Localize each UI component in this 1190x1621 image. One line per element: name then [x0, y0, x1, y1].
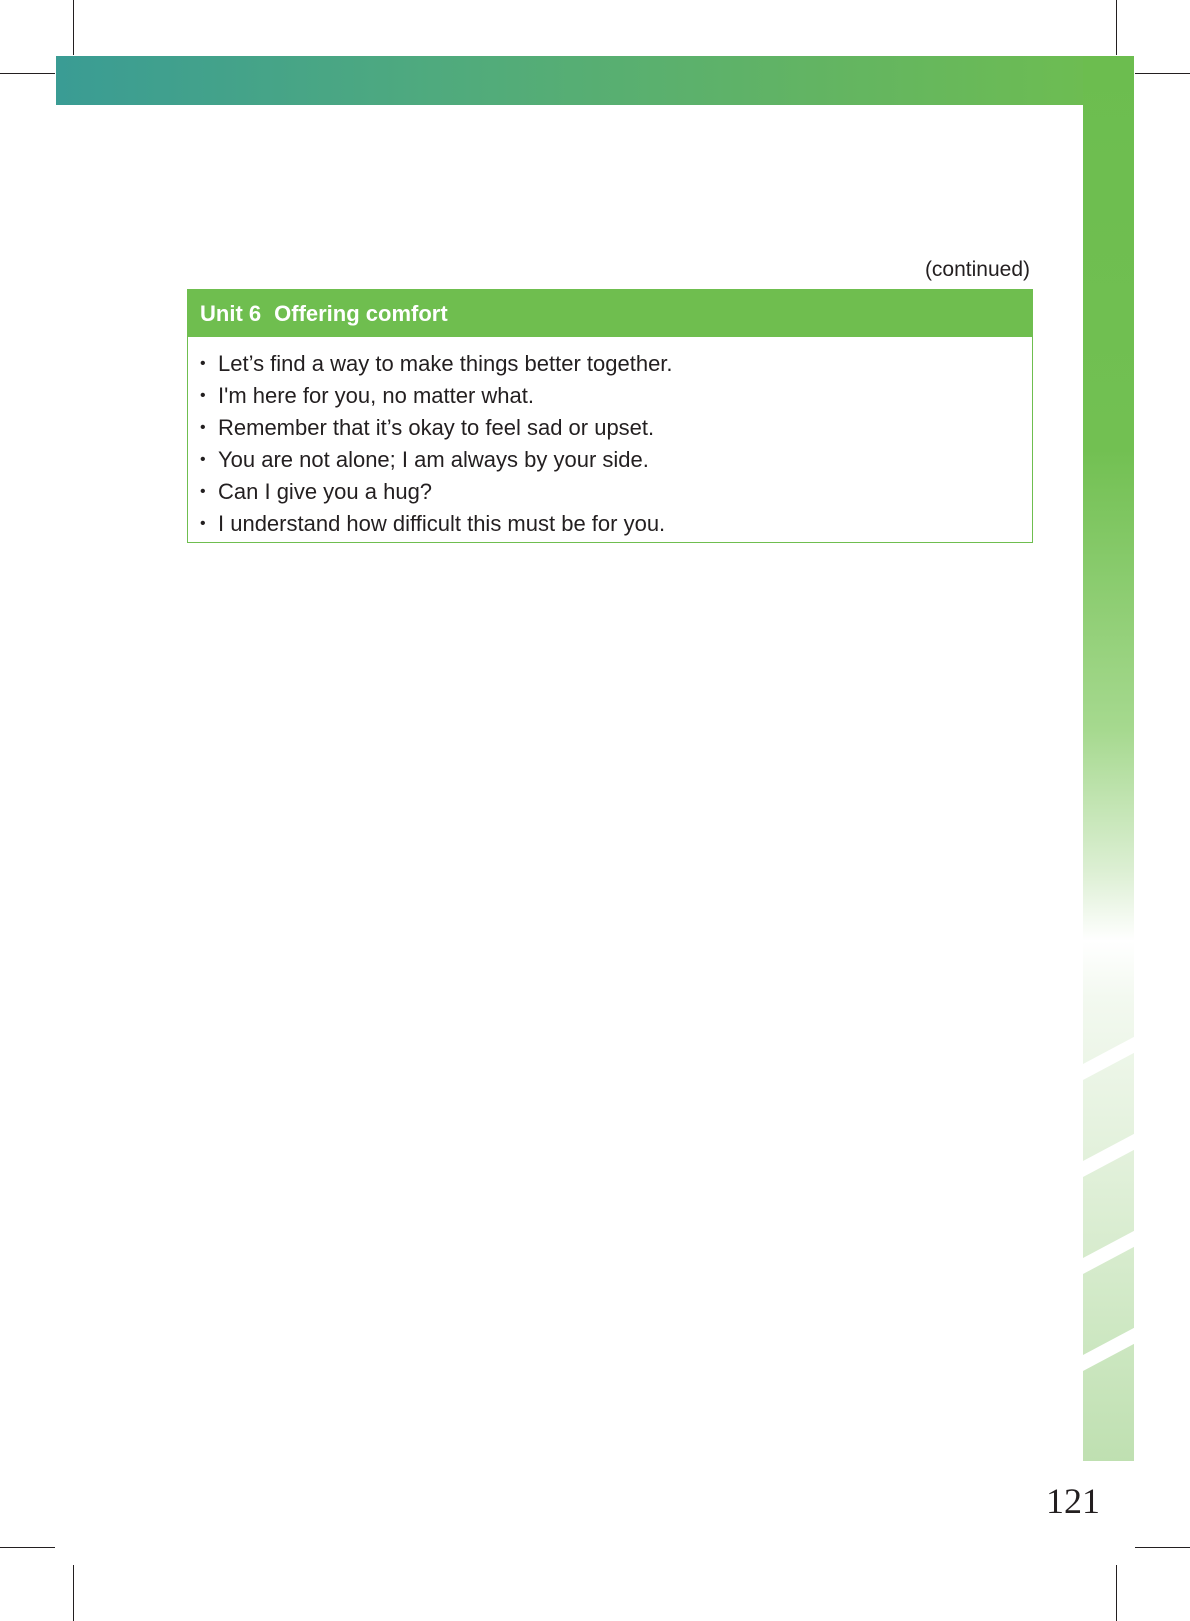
bullet-icon: •: [200, 419, 206, 436]
list-item: [200, 348, 1032, 380]
crop-mark: [73, 0, 74, 55]
continued-label: (continued): [924, 258, 1030, 281]
top-color-band: [56, 56, 1134, 105]
unit-number: Unit 6: [200, 301, 262, 326]
crop-mark: [0, 73, 55, 74]
crop-mark: [1135, 1547, 1190, 1548]
list-item: [200, 476, 1032, 508]
crop-mark: [1116, 0, 1117, 55]
page-number: 121: [1046, 1481, 1100, 1521]
unit-title: Offering comfort: [274, 301, 448, 326]
list-item-text: I understand how difficult this must be for you.: [218, 511, 666, 536]
list-item: [200, 412, 1032, 444]
crop-mark: [73, 1565, 74, 1621]
phrase-list: [188, 337, 1032, 540]
bullet-icon: •: [200, 483, 206, 500]
bullet-icon: •: [200, 515, 206, 532]
bullet-icon: •: [200, 355, 206, 372]
list-item: [200, 508, 1032, 540]
bullet-icon: •: [200, 387, 206, 404]
bullet-icon: •: [200, 451, 206, 468]
list-item-text: Remember that it’s okay to feel sad or upset.: [218, 415, 655, 440]
list-item: [200, 380, 1032, 412]
list-item-text: You are not alone; I am always by your side.: [218, 447, 649, 472]
list-item: [200, 444, 1032, 476]
phrase-box-header: [188, 290, 1032, 337]
phrase-box: [187, 289, 1033, 543]
crop-mark: [0, 1547, 55, 1548]
list-item-text: I'm here for you, no matter what.: [218, 383, 535, 408]
list-item-text: Let’s find a way to make things better together.: [218, 351, 673, 376]
crop-mark: [1116, 1565, 1117, 1621]
crop-mark: [1135, 73, 1190, 74]
list-item-text: Can I give you a hug?: [218, 479, 433, 504]
